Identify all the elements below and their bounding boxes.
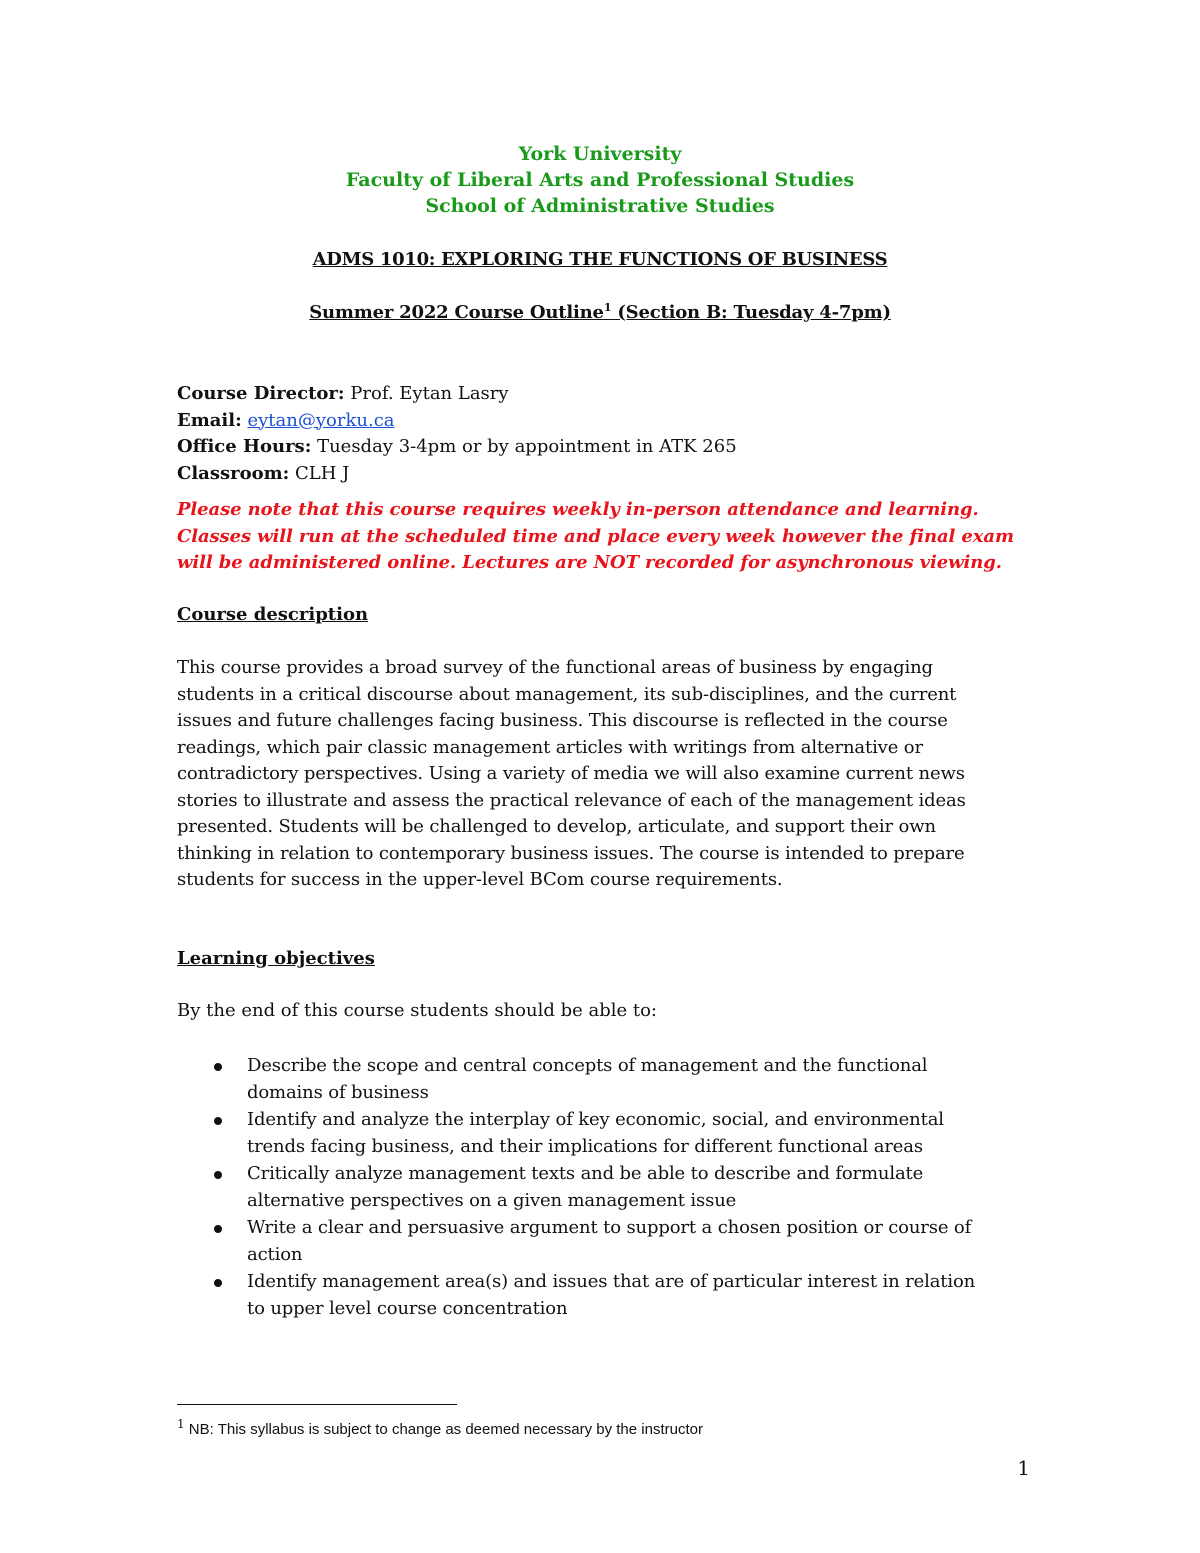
description-line: presented. Students will be challenged to develop, articulate, and support their own xyxy=(177,816,936,837)
bullet-icon xyxy=(214,1171,222,1179)
objective-line: alternative perspectives on a given management issue xyxy=(247,1189,737,1211)
bullet-icon xyxy=(214,1117,222,1125)
description-line: thinking in relation to contemporary business issues. The course is intended to prepare xyxy=(177,842,965,864)
bullet-icon xyxy=(214,1063,222,1071)
email-link[interactable]: eytan@yorku.ca xyxy=(247,409,395,431)
course-title: ADMS 1010: EXPLORING THE FUNCTIONS OF BUSINESS xyxy=(312,249,888,270)
objective-line: Identify management area(s) and issues that are of particular interest in relation xyxy=(247,1271,976,1292)
email-row xyxy=(177,408,737,435)
description-line: issues and future challenges facing business. This discourse is reflected in the course xyxy=(177,710,948,731)
objective-line: action xyxy=(247,1243,303,1265)
classroom-row xyxy=(177,461,737,488)
footnote xyxy=(177,1417,703,1438)
office-hours-value: Tuesday 3-4pm or by appointment in ATK 265 xyxy=(311,436,737,457)
institution-header xyxy=(0,141,1200,219)
outline-section-text: (Section B: Tuesday 4-7pm) xyxy=(611,302,891,323)
objective-line: trends facing business, and their implications for different functional areas xyxy=(247,1135,923,1157)
page-number: 1 xyxy=(1017,1456,1030,1480)
course-director-row xyxy=(177,381,737,408)
objectives-intro: By the end of this course students should be able to: xyxy=(177,1000,657,1021)
bullet-icon xyxy=(214,1279,222,1287)
school-name: School of Administrative Studies xyxy=(425,195,775,217)
footnote-text: NB: This syllabus is subject to change as deemed necessary by the instructor xyxy=(184,1421,703,1438)
objective-line: to upper level course concentration xyxy=(247,1297,568,1319)
course-director-value: Prof. Eytan Lasry xyxy=(344,383,509,404)
course-description-body xyxy=(177,655,1037,894)
list-item xyxy=(177,1161,1037,1214)
university-name: York University xyxy=(518,143,682,165)
objective-line: Write a clear and persuasive argument to support a chosen position or course of xyxy=(247,1217,972,1238)
bullet-icon xyxy=(214,1225,222,1233)
description-line: stories to illustrate and assess the practical relevance of each of the management ideas xyxy=(177,789,966,811)
course-director-label: Course Director: xyxy=(177,383,345,404)
list-item xyxy=(177,1215,1037,1268)
objectives-list xyxy=(177,1053,1037,1323)
objective-line: Identify and analyze the interplay of key economic, social, and environmental xyxy=(247,1109,944,1130)
description-line: readings, which pair classic management articles with writings from alternative or xyxy=(177,736,923,758)
footnote-number: 1 xyxy=(177,1417,185,1431)
attendance-notice: Please note that this course requires weekly in-person attendance and learning. Classes will run at the scheduled time and place every week however the final exam will be administered online. Lectures are NOT recorded for asynchronous viewing. xyxy=(177,499,1014,573)
description-line: students for success in the upper-level BCom course requirements. xyxy=(177,869,783,890)
list-item xyxy=(177,1107,1037,1160)
classroom-label: Classroom: xyxy=(177,462,290,484)
office-hours-label: Office Hours: xyxy=(177,436,312,457)
list-item xyxy=(177,1269,1037,1322)
footnote-reference[interactable]: 1 xyxy=(603,301,612,314)
email-label: Email: xyxy=(177,409,242,431)
course-info xyxy=(177,381,737,487)
outline-title xyxy=(0,301,1200,323)
objective-line: domains of business xyxy=(247,1081,429,1103)
description-line: This course provides a broad survey of the functional areas of business by engaging xyxy=(177,657,933,678)
faculty-name: Faculty of Liberal Arts and Professional Studies xyxy=(345,169,855,191)
description-line: students in a critical discourse about management, its sub-disciplines, and the current xyxy=(177,683,957,705)
outline-title-text: Summer 2022 Course Outline xyxy=(309,302,604,323)
office-hours-row xyxy=(177,434,737,461)
objective-line: Critically analyze management texts and be able to describe and formulate xyxy=(247,1163,924,1184)
learning-objectives-heading: Learning objectives xyxy=(177,948,375,969)
list-item xyxy=(177,1053,1037,1106)
course-description-heading: Course description xyxy=(177,604,369,625)
classroom-value: CLH J xyxy=(289,462,350,484)
description-line: contradictory perspectives. Using a variety of media we will also examine current news xyxy=(177,763,965,784)
footnote-divider xyxy=(177,1404,457,1405)
objective-line: Describe the scope and central concepts of management and the functional xyxy=(247,1055,928,1076)
